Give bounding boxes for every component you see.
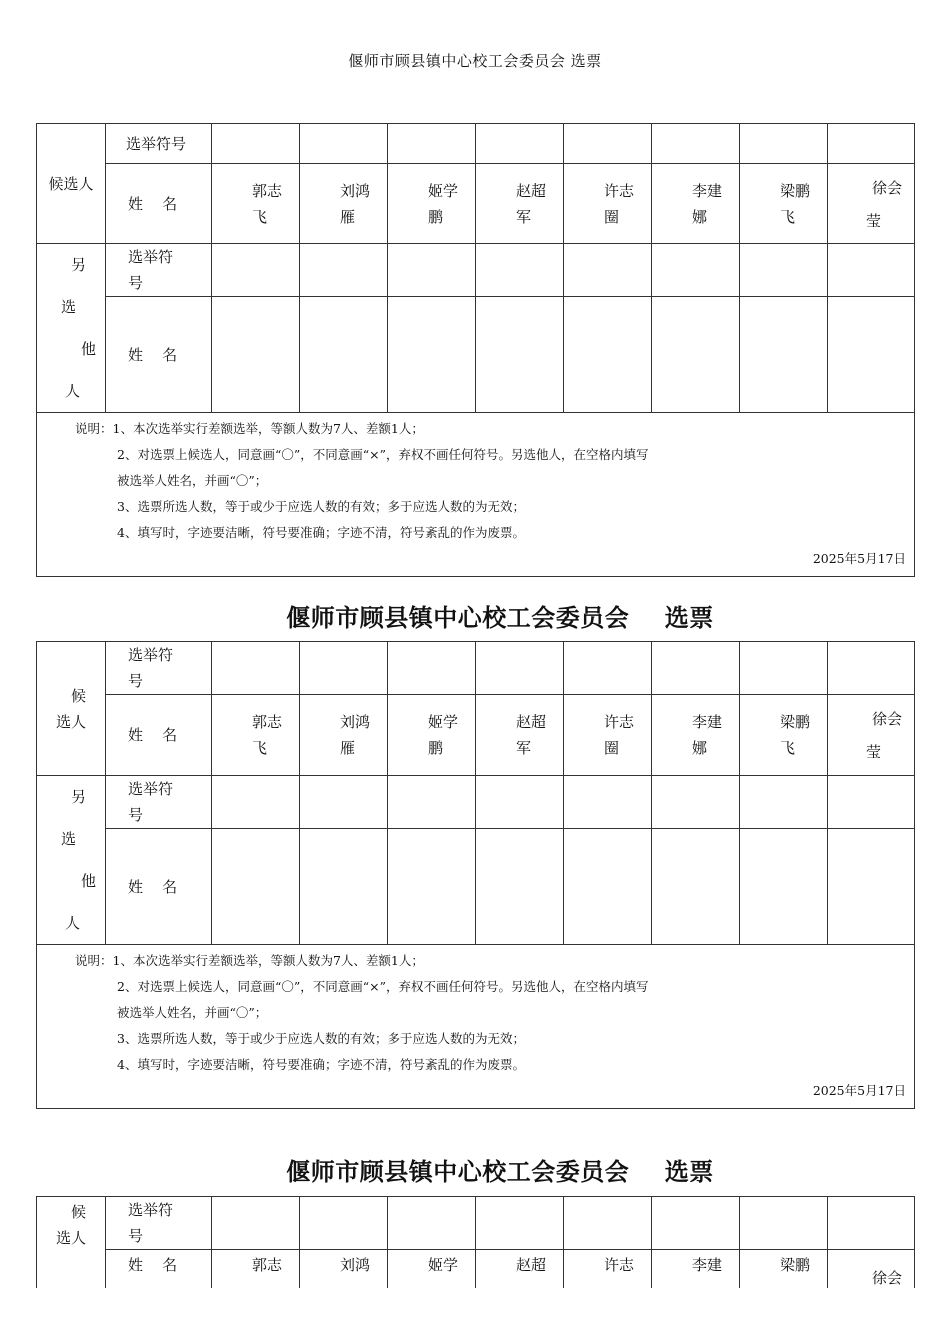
other-candidate-group-label: 另 选 他 人 xyxy=(37,244,106,413)
other-name-cell[interactable] xyxy=(300,297,388,413)
other-symbol-cell[interactable] xyxy=(828,776,915,829)
ballot-instructions: 说明：1、本次选举实行差额选举，等额人数为7人、差额1人； 2、对选票上候选人，同意画“〇”，不同意画“×”，弃权不画任何符号。另选他人，在空格内填写 被选举人姓名，并画“〇”； 3、选票所选人数，等于或少于应选人数的有效；多于应选人数的为无效； 4、填写时，字迹要洁晰，符号要准确；字迹不清，符号紊乱的作为废票。 2025年5月17日 xyxy=(37,413,915,577)
other-symbol-cell[interactable] xyxy=(212,244,300,297)
ballot-3-wrapper xyxy=(36,1196,916,1288)
symbol-cell[interactable] xyxy=(652,124,740,164)
other-symbol-cell[interactable] xyxy=(388,776,476,829)
symbol-cell[interactable] xyxy=(564,124,652,164)
symbol-cell[interactable] xyxy=(564,642,652,695)
symbol-cell[interactable] xyxy=(740,1197,828,1250)
other-name-cell[interactable] xyxy=(828,829,915,945)
symbol-cell[interactable] xyxy=(388,124,476,164)
symbol-cell[interactable] xyxy=(740,642,828,695)
other-symbol-cell[interactable] xyxy=(564,776,652,829)
candidate-name-cell: 姬学 xyxy=(388,1250,476,1289)
other-name-cell[interactable] xyxy=(212,829,300,945)
other-name-cell[interactable] xyxy=(212,297,300,413)
candidate-name-cell: 姬学 鹏 xyxy=(388,164,476,244)
ballot-2-title: 偃师市顾县镇中心校工会委员会 选票 xyxy=(286,603,714,632)
candidate-name-cell: 梁鹏 飞 xyxy=(740,164,828,244)
candidate-group-label: 候 选人 xyxy=(37,642,106,776)
ballot-date: 2025年5月17日 xyxy=(812,551,906,566)
other-symbol-cell[interactable] xyxy=(476,776,564,829)
other-symbol-cell[interactable] xyxy=(652,244,740,297)
symbol-cell[interactable] xyxy=(828,642,915,695)
other-symbol-row-label: 选举符 号 xyxy=(106,244,212,297)
other-name-cell[interactable] xyxy=(476,297,564,413)
name-row-label: 姓 名 xyxy=(106,164,212,244)
candidate-name-cell: 李建 娜 xyxy=(652,164,740,244)
name-row-label: 姓 名 xyxy=(106,695,212,776)
candidate-name-cell: 许志 xyxy=(564,1250,652,1289)
ballot-instructions: 说明：1、本次选举实行差额选举，等额人数为7人、差额1人； 2、对选票上候选人，同意画“〇”，不同意画“×”，弃权不画任何符号。另选他人，在空格内填写 被选举人姓名，并画“〇”； 3、选票所选人数，等于或少于应选人数的有效；多于应选人数的为无效； 4、填写时，字迹要洁晰，符号要准确；字迹不清，符号紊乱的作为废票。 2025年5月17日 xyxy=(37,945,915,1109)
ballot-1-title: 偃师市顾县镇中心校工会委员会 选票 xyxy=(348,52,602,70)
symbol-cell[interactable] xyxy=(388,642,476,695)
symbol-row-label: 选举符号 xyxy=(106,124,212,164)
symbol-row-label: 选举符 号 xyxy=(106,642,212,695)
candidate-name-cell: 李建 xyxy=(652,1250,740,1289)
other-symbol-cell[interactable] xyxy=(476,244,564,297)
symbol-cell[interactable] xyxy=(300,642,388,695)
symbol-cell[interactable] xyxy=(564,1197,652,1250)
symbol-cell[interactable] xyxy=(212,642,300,695)
other-name-cell[interactable] xyxy=(388,297,476,413)
symbol-cell[interactable] xyxy=(476,124,564,164)
other-symbol-cell[interactable] xyxy=(652,776,740,829)
ballot-1-table xyxy=(36,123,915,577)
ballot-3-table xyxy=(36,1196,915,1288)
other-symbol-cell[interactable] xyxy=(564,244,652,297)
other-name-cell[interactable] xyxy=(652,297,740,413)
candidate-name-cell: 赵超 xyxy=(476,1250,564,1289)
other-name-row-label: 姓 名 xyxy=(106,829,212,945)
other-symbol-cell[interactable] xyxy=(740,244,828,297)
candidate-name-cell: 徐会 xyxy=(828,1250,915,1289)
other-name-cell[interactable] xyxy=(476,829,564,945)
symbol-cell[interactable] xyxy=(476,1197,564,1250)
symbol-cell[interactable] xyxy=(300,1197,388,1250)
candidate-name-cell: 赵超 军 xyxy=(476,164,564,244)
other-symbol-cell[interactable] xyxy=(300,776,388,829)
symbol-cell[interactable] xyxy=(828,124,915,164)
candidate-name-cell: 刘鸿 雁 xyxy=(300,164,388,244)
candidate-name-cell: 梁鹏 xyxy=(740,1250,828,1289)
other-symbol-cell[interactable] xyxy=(300,244,388,297)
ballot-3-title: 偃师市顾县镇中心校工会委员会 选票 xyxy=(286,1157,714,1186)
other-name-cell[interactable] xyxy=(564,297,652,413)
name-row-label: 姓 名 xyxy=(106,1250,212,1289)
other-name-cell[interactable] xyxy=(740,829,828,945)
other-symbol-cell[interactable] xyxy=(828,244,915,297)
ballot-2-table xyxy=(36,641,915,1109)
symbol-cell[interactable] xyxy=(828,1197,915,1250)
symbol-cell[interactable] xyxy=(388,1197,476,1250)
other-symbol-row-label: 选举符 号 xyxy=(106,776,212,829)
candidate-name-cell: 李建 娜 xyxy=(652,695,740,776)
symbol-row-label: 选举符 号 xyxy=(106,1197,212,1250)
other-name-cell[interactable] xyxy=(300,829,388,945)
other-symbol-cell[interactable] xyxy=(740,776,828,829)
symbol-cell[interactable] xyxy=(212,1197,300,1250)
candidate-name-cell: 刘鸿 雁 xyxy=(300,695,388,776)
candidate-name-cell: 赵超 军 xyxy=(476,695,564,776)
other-symbol-cell[interactable] xyxy=(388,244,476,297)
candidate-name-cell: 郭志 飞 xyxy=(212,164,300,244)
other-name-cell[interactable] xyxy=(828,297,915,413)
candidate-name-cell: 梁鹏 飞 xyxy=(740,695,828,776)
symbol-cell[interactable] xyxy=(652,1197,740,1250)
symbol-cell[interactable] xyxy=(740,124,828,164)
other-name-cell[interactable] xyxy=(740,297,828,413)
symbol-cell[interactable] xyxy=(652,642,740,695)
symbol-cell[interactable] xyxy=(212,124,300,164)
ballot-date: 2025年5月17日 xyxy=(812,1083,906,1098)
candidate-name-cell: 许志 圈 xyxy=(564,695,652,776)
candidate-name-cell: 刘鸿 xyxy=(300,1250,388,1289)
candidate-group-label: 候 选人 xyxy=(37,1197,106,1289)
candidate-name-cell: 郭志 xyxy=(212,1250,300,1289)
other-name-cell[interactable] xyxy=(388,829,476,945)
candidate-name-cell: 徐会 莹 xyxy=(828,164,915,244)
candidate-name-cell: 徐会 莹 xyxy=(828,695,915,776)
candidate-name-cell: 许志 圈 xyxy=(564,164,652,244)
candidate-name-cell: 姬学 鹏 xyxy=(388,695,476,776)
other-symbol-cell[interactable] xyxy=(212,776,300,829)
other-candidate-group-label: 另 选 他 人 xyxy=(37,776,106,945)
other-name-cell[interactable] xyxy=(652,829,740,945)
symbol-cell[interactable] xyxy=(300,124,388,164)
candidate-group-label: 候选人 xyxy=(37,124,106,244)
other-name-row-label: 姓 名 xyxy=(106,297,212,413)
symbol-cell[interactable] xyxy=(476,642,564,695)
other-name-cell[interactable] xyxy=(564,829,652,945)
candidate-name-cell: 郭志 飞 xyxy=(212,695,300,776)
